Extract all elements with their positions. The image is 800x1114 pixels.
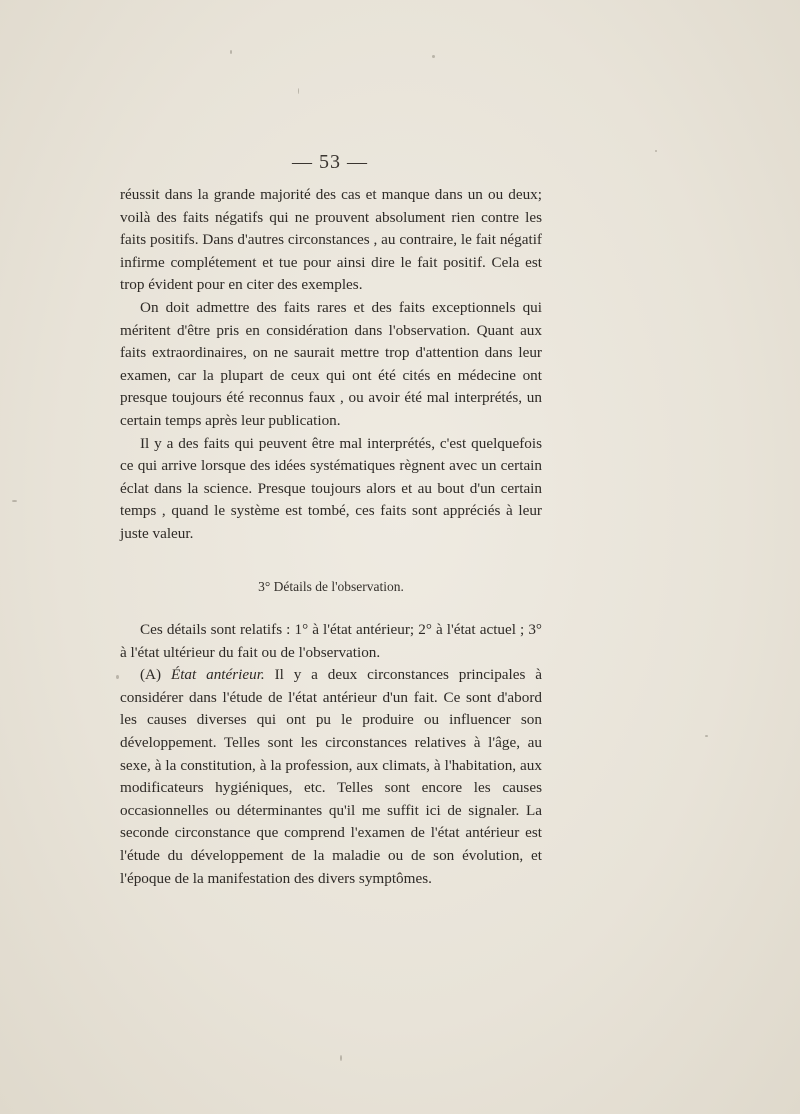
subheading-etat-anterieur: État antérieur. bbox=[170, 666, 265, 684]
paper-speck bbox=[298, 88, 299, 94]
paragraph-body: Il y a deux circonstances principales à considérer dans l'étude de l'état antérieur d'un fait. Ce sont d'abord les causes diverses qui ont pu le produire ou influencer son développement. Telles sont les circonstances relatives à l'âge, au sexe, à la constitution, à la profession, aux climats, à l'habitation, aux modificateurs hygiéniques, etc. Telles sont encore les causes occasionnelles ou déterminantes qu'il me suffit ici de signaler. La seconde circonstance que comprend l'examen de l'état antérieur est l'étude du développement de la maladie ou de son évolution, et l'époque de la manifestation des divers symptômes. bbox=[120, 666, 542, 887]
paper-speck bbox=[705, 735, 708, 737]
page-number: — 53 — bbox=[292, 151, 368, 173]
paragraph-misinterpreted-facts: Il y a des faits qui peuvent être mal interprétés, c'est quelquefois ce qui arrive lorsque des idées systématiques règnent avec un certain éclat dans la science. Presque toujours alors et au bout d'un certain temps , quand le système est tombé, ces faits sont appréciés à leur juste valeur. bbox=[120, 434, 542, 542]
section-heading: 3° Détails de l'observation. bbox=[258, 578, 404, 594]
paper-speck bbox=[12, 500, 17, 502]
paragraph-etat-anterieur bbox=[120, 664, 542, 890]
paragraph-continuation: réussit dans la grande majorité des cas et manque dans un ou deux; voilà des faits négatifs qui ne prouvent absolument rien contre les faits positifs. Dans d'autres circonstances , au contraire, le fait négatif infirme complétement et tue pour ainsi dire le fait positif. Cela est trop évident pour en citer des exemples. bbox=[120, 186, 542, 294]
paper-speck bbox=[340, 1055, 342, 1061]
paper-speck bbox=[432, 55, 435, 58]
body-text bbox=[120, 184, 542, 890]
paper-speck bbox=[655, 150, 657, 152]
paragraph-details: Ces détails sont relatifs : 1° à l'état antérieur; 2° à l'état actuel ; 3° à l'état ultérieur du fait ou de l'observation. bbox=[120, 621, 542, 661]
paragraph-rare-facts: On doit admettre des faits rares et des faits exceptionnels qui méritent d'être pris en considération dans l'observation. Quant aux faits extraordinaires, on ne saurait mettre trop d'attention dans leur examen, car la plupart de ceux qui ont été cités en médecine ont presque toujours été reconnus faux , ou avoir été mal interprétés, un certain temps après leur publication. bbox=[120, 298, 542, 429]
paper-speck bbox=[116, 675, 119, 679]
paragraph-label: (A) bbox=[140, 666, 171, 684]
paper-speck bbox=[230, 50, 232, 54]
